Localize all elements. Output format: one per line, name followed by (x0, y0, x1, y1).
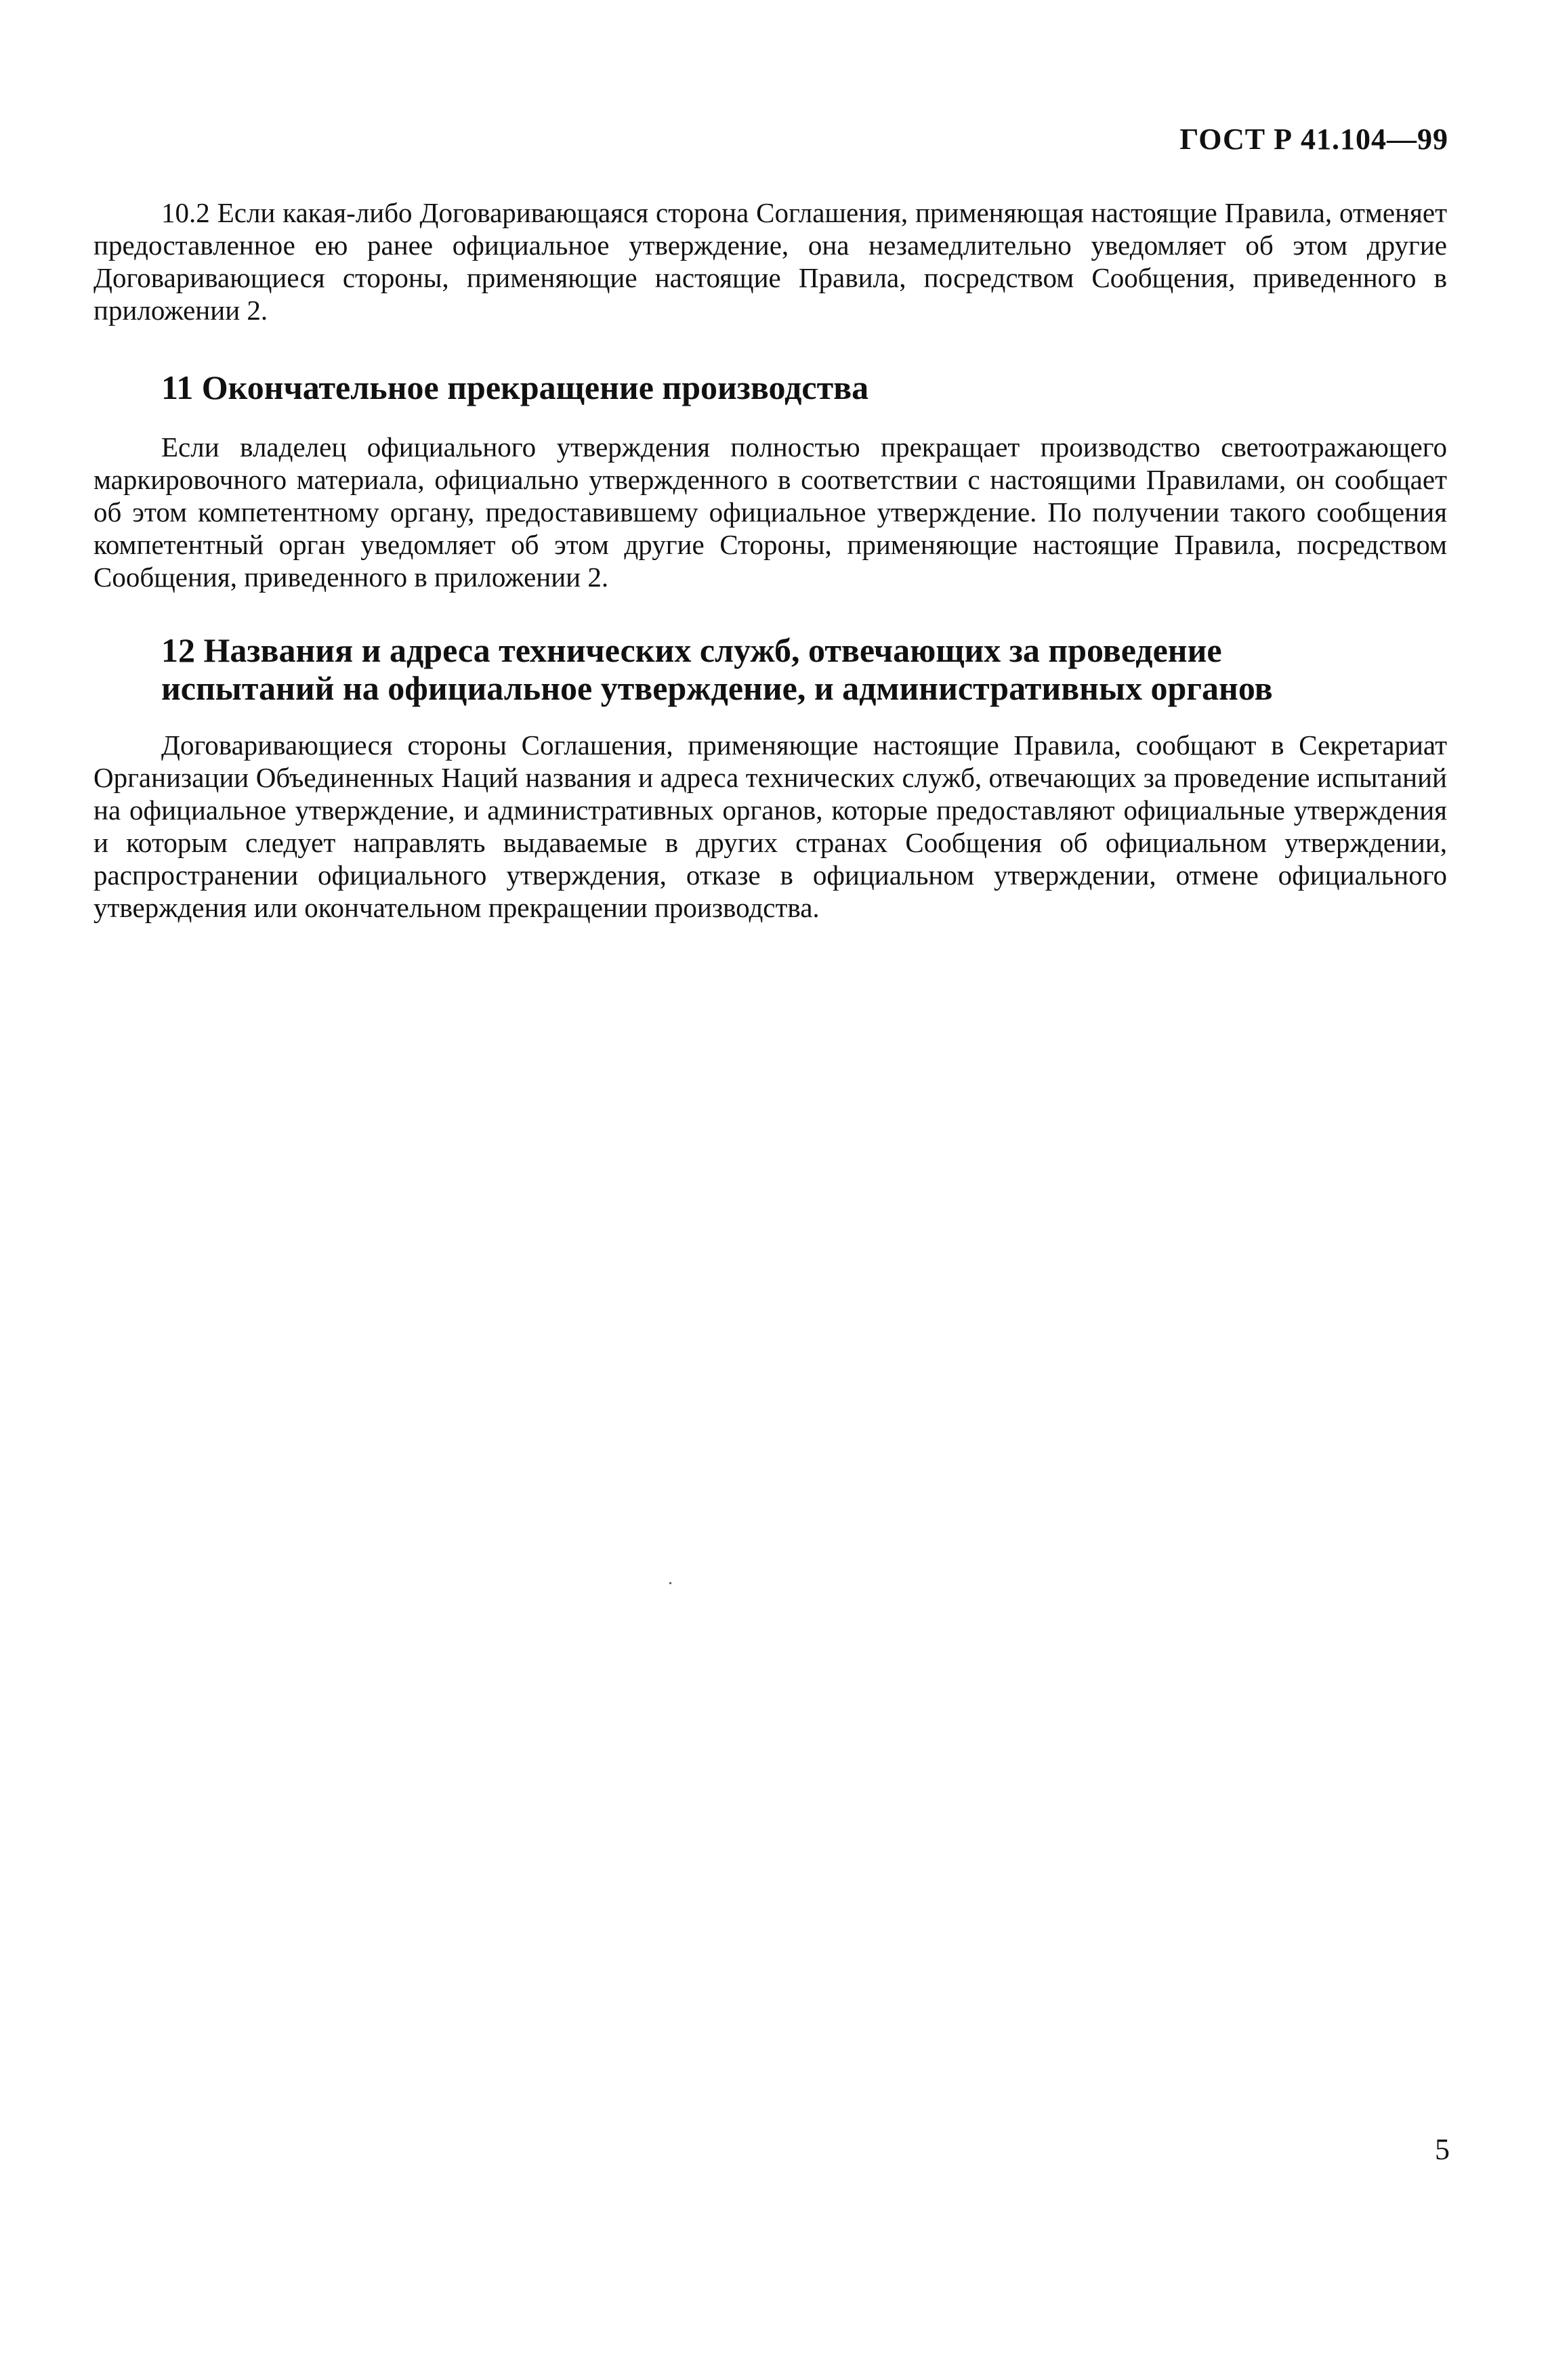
section-12-heading-line2: испытаний на официальное утверждение, и административных органов (161, 669, 1273, 707)
document-code-header: ГОСТ Р 41.104—99 (1179, 123, 1448, 156)
section-11-paragraph: Если владелец официального утверждения полностью прекращает производство светоотражающего маркировочного материала, официально утвержденного в соответствии с настоящими Правилами, он сообщает об этом компетентному органу, предоставившему официальное утверждение. По получении такого сообщения компетентный орган уведомляет об этом другие Стороны, применяющие настоящие Правила, посредством Сообщения, приведенного в приложении 2. (93, 431, 1447, 593)
document-body (93, 196, 1447, 924)
section-11-heading: 11 Окончательное прекращение производства (161, 368, 869, 406)
section-12-heading (93, 631, 1447, 707)
page-number: 5 (1435, 2133, 1450, 2166)
section-12-paragraph: Договаривающиеся стороны Соглашения, применяющие настоящие Правила, сообщают в Секретариат Организации Объединенных Наций названия и адреса технических служб, отвечающих за проведение испытаний на официальное утверждение, и административных органов, которые предоставляют официальные утверждения и которым следует направлять выдаваемые в других странах Сообщения об официальном утверждении, распространении официального утверждения, отказе в официальном утверждении, отмене официального утверждения или окончательном прекращении производства. (93, 729, 1447, 923)
section-10-2-paragraph: 10.2 Если какая-либо Договаривающаяся сторона Соглашения, применяющая настоящие Правила, отменяет предоставленное ею ранее официальное утверждение, она незамедлительно уведомляет об этом другие Договаривающиеся стороны, применяющие настоящие Правила, посредством Сообщения, приведенного в приложении 2. (93, 197, 1447, 326)
section-12-heading-line1: 12 Названия и адреса технических служб, отвечающих за проведение (161, 631, 1222, 669)
scan-speck (669, 1582, 671, 1584)
